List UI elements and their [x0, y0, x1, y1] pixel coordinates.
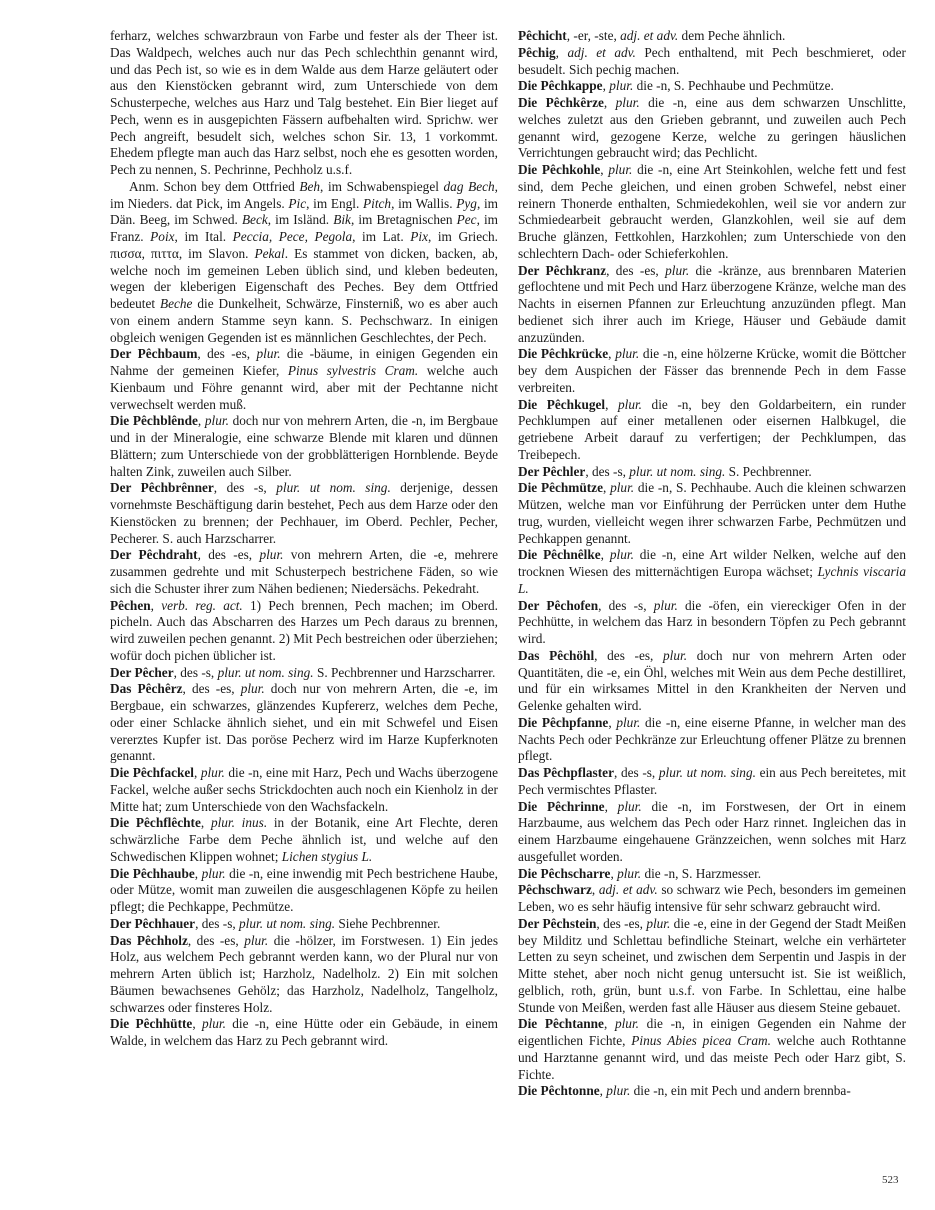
- italic-text: plur. ut nom. sing.: [239, 915, 336, 931]
- left-column: [110, 28, 498, 1050]
- entry-text: ,: [608, 714, 617, 730]
- entry-pechdraht: [110, 547, 498, 597]
- entry-text: , im Ital.: [174, 229, 233, 244]
- italic-text: Pinus sylvestris Cram.: [287, 363, 419, 378]
- italic-text: Pekal: [254, 245, 285, 261]
- page-number: 523: [882, 1174, 899, 1186]
- entry-text: ,: [603, 95, 616, 110]
- entry-pechhaube: [110, 866, 498, 916]
- entry-pechscharre: [518, 866, 906, 883]
- entry-text: die -n, S. Pechhaube und Pechmütze.: [633, 78, 834, 94]
- entry-text: ,: [192, 1016, 202, 1032]
- entry-text: , im Wallis.: [391, 195, 457, 211]
- entry-text: ,: [591, 882, 599, 898]
- entry-text: , im Dän. Beeg, im Schwed.: [110, 195, 499, 228]
- headword: Die Pêchpfanne: [518, 714, 609, 730]
- entry-text: von mehrern Arten, die -e, mehrere zusammen gedrehte und mit Schusterpech bestrichene Fäden, so wie sich die Schuster ihrer zum Nähen bedienen; Niedersächs. Pekedraht.: [110, 547, 498, 596]
- italic-text: plur.: [617, 865, 642, 881]
- italic-text: plur.: [609, 547, 634, 563]
- entry-pechofen: [518, 598, 906, 648]
- headword: Der Pêchbrênner: [110, 480, 214, 496]
- entry-text: , des -es,: [596, 915, 647, 931]
- headword: Die Pêchtonne: [518, 1083, 600, 1099]
- entry-pechhauer: [110, 916, 498, 933]
- entry-text: Anm. Schon bey dem Ottfried: [129, 178, 300, 194]
- italic-text: plur.: [204, 413, 229, 429]
- entry-text: die -n, eine aus dem schwarzen Unschlitte, welches zuletzt aus den Grieben gebrannt, und zuweilen auch Pech genannt wird, gezogene Kerze, welche zu geringen häuslichen Verrichtungen gebraucht wird; das Pechlicht.: [518, 95, 906, 161]
- italic-text: plur. ut nom. sing.: [276, 480, 391, 496]
- entry-text: ,: [197, 413, 205, 429]
- entry-text: die -n, bey den Goldarbeitern, ein runder Pechklumpen auf einer metallenen oder eisernen Halbkugel, die getriebene Arbeit darauf zu verfertigen; der Pechklumpen, das Treibepech.: [518, 396, 906, 462]
- entry-text: die -n, eine Art Steinkohlen, welche fett und fest sind, dem Peche gleichen, und einen groben Schwefel, nebst einer reinern Thonerde enthalten, Schmiedekohlen, weil sie vor andern zur Schmiedearbeit gebraucht werden, Glanzkohlen, weil sie auf dem Bruche glänzen, Fettkohlen, Harzkohlen; zum Unterschiede von den schlechtern Dach- oder Schieferkohlen.: [518, 162, 906, 261]
- entry-text: , des -es,: [594, 647, 664, 663]
- entry-text: die -hölzer, im Forstwesen. 1) Ein jedes Holz, aus welchem Pech gebrannt werden kann, wo der Plural nur von mehrern Arten üblich ist; Harzholz, Nadelholz. 2) Ein mit solchen Bäumen bewachsenes Gehölz; das Harzholz, Nadelholz, Tangelholz, schwarzes oder finsteres Holz.: [110, 932, 499, 1015]
- italic-text: plur.: [201, 865, 226, 881]
- headword: Die Pêchscharre: [518, 865, 611, 881]
- entry-pechpflaster: [518, 765, 906, 799]
- entry-text: die -n, eine eiserne Pfanne, in welcher man des Nachts Pech oder Pechkränze zur Erleuchtung offener Plätze zu brennen pflegt.: [518, 714, 906, 764]
- entry-text: die -n, S. Harzmesser.: [641, 865, 762, 881]
- entry-text: ,: [200, 815, 211, 831]
- italic-text: Lichen stygius L.: [281, 848, 373, 864]
- entry-text: , des -es,: [197, 346, 257, 362]
- entry-text: die -öfen, ein viereckiger Ofen in der Pechhütte, in welchem das Harz in besondern Töpfen zu Pech gebrannt wird.: [518, 597, 906, 646]
- entry-text: ,: [603, 1016, 615, 1032]
- italic-text: adj. et adv.: [567, 44, 636, 60]
- italic-text: plur.: [606, 1083, 631, 1099]
- entry-pechkappe: [518, 78, 906, 95]
- entry-text: , des -s,: [213, 480, 277, 496]
- entry-pechfackel: [110, 765, 498, 815]
- italic-text: plur.: [240, 681, 265, 697]
- entry-ferharz: [110, 28, 498, 179]
- entry-text: , im Griech. πισσα, πιττα, im Slavon.: [110, 229, 498, 261]
- italic-text: plur.: [615, 95, 640, 110]
- entry-text: , im Isländ.: [267, 212, 334, 228]
- right-column: [518, 28, 906, 1100]
- italic-text: Peccia, Pece, Pegola: [232, 229, 353, 244]
- italic-text: plur.: [617, 396, 643, 412]
- entry-pechflechte: [110, 815, 498, 865]
- entry-text: , im Bretagnischen: [350, 212, 457, 228]
- entry-text: die -kränze, aus brennbaren Materien geflochtene und mit Pech und Harz überzogene Kränze, welche man des Nachts in eisernen Pfannen zur Erleuchtung anzuzünden pflegt. Man bedienet sich ihrer auch im Kriege, Häuser und Gebäude damit anzuzünden.: [518, 262, 906, 345]
- entry-text: , im Schwabenspiegel: [320, 178, 444, 194]
- italic-text: plur.: [653, 597, 678, 613]
- entry-pechblende: [110, 413, 498, 480]
- headword: Die Pêchkugel: [518, 396, 606, 412]
- italic-text: plur.: [609, 78, 634, 94]
- headword: Das Pêchholz: [110, 932, 188, 948]
- italic-text: Bik: [333, 212, 351, 228]
- headword: Die Pêchkêrze: [518, 95, 604, 110]
- headword: Die Pêchkappe: [518, 78, 603, 94]
- headword: Die Pêchfackel: [110, 765, 194, 780]
- headword: Pêchicht: [518, 28, 567, 43]
- entry-anm: [110, 179, 498, 347]
- italic-text: Pec: [456, 212, 477, 228]
- entry-text: ,: [602, 78, 610, 94]
- entry-text: ,: [600, 547, 610, 563]
- entry-text: , des -s,: [598, 597, 654, 613]
- entry-text: ,: [605, 396, 618, 412]
- entry-text: die -n, eine hölzerne Krücke, womit die Böttcher bey dem Auspichen der Fässer das brennende Pech in dem Fasse verbreiten.: [518, 346, 906, 395]
- entry-pecherz: [110, 681, 498, 765]
- entry-text: ferharz, welches schwarzbraun von Farbe und fester als der Theer ist. Das Waldpech, welches auch nur das Pech schlechthin genannt wird, und das Pech ist, so wie es in dem Walde aus dem Harze geläutert oder aus den Kienstöcken gebrannt wird, zum Unterschiede von dem Schusterpeche, welches aus Harz und Talg bestehet. Ein Bier lieget auf Pech, wenn es in ausgepichten Fässern aufbehalten wird. Sprichw. wer Pech angreift, besudelt sich, welches schon Sir. 13, 1 vorkommt. Ehedem pflegte man auch das Harz selbst, noch ehe es gesotten worden, Pech zu nennen, S. Pechrinne, Pechholz u.s.f.: [110, 28, 498, 177]
- entry-text: die -n, im Forstwesen, der Ort in einem Harzbaume, aus welchem das Pech oder Harz rinnet. Ingleichen das in einem Harzbaume eingehauene Gränzzeichen, wenn solches mit Harz ausgefullet worden.: [518, 798, 906, 864]
- entry-text: , des -s,: [173, 664, 218, 680]
- headword: Das Pêchöhl: [518, 647, 595, 663]
- entry-text: derjenige, dessen vornehmste Beschäftigung darin bestehet, Pech aus dem Harze oder den Kienstöcken zu brennen; der Pechhauer, im Oberd. Pechler, Pecher, Pecherer. S. auch Harzscharrer.: [110, 480, 499, 546]
- entry-pechholz: [110, 933, 498, 1017]
- italic-text: Lychnis viscaria L.: [518, 564, 906, 596]
- entry-text: Siehe Pechbrenner.: [335, 915, 441, 931]
- entry-pechkohle: [518, 162, 906, 263]
- italic-text: plur.: [259, 547, 284, 563]
- headword: Der Pêchstein: [518, 915, 597, 931]
- headword: Pêchen: [110, 597, 151, 613]
- italic-text: plur.: [201, 1016, 226, 1032]
- entry-text: doch nur von mehrern Arten, die -n, im Bergbaue und in der Mineralogie, eine schwarze Blende mit klaren und dünnen Blättern; zum Unterschiede von der grobblätterigen Hornblende. Beyde halten Zink, zuweilen auch Silber.: [110, 413, 498, 479]
- italic-text: plur.: [608, 162, 633, 177]
- entry-text: so schwarz wie Pech, besonders im gemeinen Leben, wo es sehr häufig intensive für sehr schwarz gebraucht wird.: [518, 882, 906, 914]
- italic-text: Beck: [241, 212, 268, 228]
- italic-text: plur. ut nom. sing.: [217, 664, 314, 680]
- entry-text: ,: [194, 765, 201, 780]
- entry-pecher: [110, 665, 498, 682]
- entry-text: die -n, eine Art wilder Nelken, welche auf den trocknen Wiesen des mitternächtigen Europa wächset;: [518, 547, 906, 579]
- entry-pechler: [518, 464, 906, 481]
- entry-text: 1) Pech brennen, Pech machen; im Oberd. picheln. Auch das Abscharren des Harzes um Pech daraus zu brennen, wird zuweilen pechen genannt. 2) Mit Pech bestreichen oder überziehen; wofür doch pichen üblicher ist.: [110, 597, 498, 663]
- italic-text: Pyg: [456, 195, 477, 211]
- entry-text: die -n, eine inwendig mit Pech bestrichene Haube, oder Mütze, womit man zuweilen die ausgeschlagenen Köpfe zu heilen pflegt; die Pechkappe, Pechmütze.: [110, 865, 498, 914]
- headword: Die Pêchblênde: [110, 413, 198, 429]
- headword: Der Pêchbaum: [110, 346, 198, 362]
- entry-text: welche auch Kienbaum und Föhre genannt wird, aber mit der Pechtanne nicht verwechselt werden muß.: [110, 363, 498, 412]
- entry-pechkugel: [518, 397, 906, 464]
- entry-pechicht: [518, 28, 906, 45]
- headword: Die Pêchkohle: [518, 162, 601, 177]
- headword: Der Pêchdraht: [110, 547, 198, 563]
- entry-text: die -n, eine mit Harz, Pech und Wachs überzogene Fackel, welche außer sechs Strickdochten auch noch ein Kienholz in der Mitte hat; zum Unterschiede von den Wachsfackeln.: [110, 765, 498, 814]
- entry-pechhuette: [110, 1016, 498, 1050]
- entry-text: die -bäume, in einigen Gegenden ein Nahme der gemeinen Kiefer,: [110, 346, 499, 378]
- entry-text: die -n, eine Hütte oder ein Gebäude, in einem Walde, in welchem das Harz zu Pech gebrannt wird.: [110, 1016, 498, 1048]
- italic-text: plur.: [646, 915, 671, 931]
- italic-text: plur.: [615, 346, 640, 362]
- headword: Der Pêchkranz: [518, 262, 607, 278]
- italic-text: Pinus Abies picea Cram.: [631, 1033, 771, 1048]
- headword: Die Pêchnêlke: [518, 547, 601, 563]
- italic-text: Pix: [410, 229, 428, 244]
- entry-text: , des -s,: [195, 915, 240, 931]
- entry-text: in der Botanik, eine Art Flechte, deren schwärzliche Farbe dem Peche ähnlich ist, und welche auf den Schwedischen Klippen wohnet;: [110, 815, 498, 864]
- italic-text: plur.: [256, 346, 281, 362]
- entry-text: ,: [599, 1083, 607, 1099]
- italic-text: verb. reg. act.: [161, 597, 243, 613]
- entry-pechschwarz: [518, 882, 906, 916]
- italic-text: plur. inus.: [210, 815, 268, 831]
- entry-text: welche auch Rothtanne und Harztanne genannt wird, und das meiste Pech oder Harz gibt, S. Fichte.: [518, 1033, 906, 1082]
- entry-text: , im Nieders. dat Pick, im Angels.: [110, 178, 498, 211]
- entry-text: , des -es,: [606, 262, 666, 278]
- entry-text: , des -es,: [187, 932, 245, 948]
- entry-pechstein: [518, 916, 906, 1017]
- headword: Der Pêcher: [110, 664, 174, 680]
- entry-text: ein aus Pech bereitetes, mit Pech vermischtes Pflaster.: [518, 765, 906, 797]
- entry-text: , im Lat.: [352, 229, 411, 244]
- entry-text: ,: [602, 480, 611, 496]
- entry-pechtanne: [518, 1016, 906, 1083]
- entry-pechnelke: [518, 547, 906, 597]
- italic-text: plur. ut nom. sing.: [629, 463, 726, 479]
- entry-text: , des -es,: [197, 547, 260, 563]
- headword: Der Pêchofen: [518, 597, 599, 613]
- italic-text: plur.: [200, 765, 225, 780]
- entry-text: ,: [555, 44, 568, 60]
- entry-text: die -n, ein mit Pech und andern brennba-: [630, 1083, 851, 1099]
- entry-pechkruecke: [518, 346, 906, 396]
- entry-text: , im Franz.: [110, 212, 499, 244]
- headword: Die Pêchkrücke: [518, 346, 609, 362]
- headword: Pêchschwarz: [518, 882, 592, 898]
- entry-text: , des -es,: [182, 681, 241, 697]
- italic-text: plur.: [244, 932, 269, 948]
- entry-text: ,: [600, 162, 609, 177]
- entry-text: die -n, in einigen Gegenden ein Nahme der eigentlichen Fichte,: [518, 1016, 906, 1048]
- entry-pechkranz: [518, 263, 906, 347]
- entry-text: S. Pechbrenner und Harzscharrer.: [313, 664, 496, 680]
- entry-text: , im Engl.: [306, 195, 364, 211]
- italic-text: plur.: [617, 798, 642, 814]
- headword: Das Pêchpflaster: [518, 765, 614, 780]
- entry-pechrinne: [518, 799, 906, 866]
- italic-text: dag Bech: [443, 178, 495, 194]
- italic-text: Beh: [299, 178, 321, 194]
- entry-text: S. Pechbrenner.: [725, 463, 812, 479]
- italic-text: plur.: [614, 1016, 639, 1032]
- headword: Das Pêchêrz: [110, 681, 183, 697]
- italic-text: plur.: [616, 714, 641, 730]
- entry-pechtonne: [518, 1083, 906, 1100]
- entry-text: ,: [194, 865, 202, 881]
- italic-text: Poix: [150, 229, 175, 244]
- entry-text: , -er, -ste,: [566, 28, 621, 43]
- headword: Pêchig: [518, 44, 556, 60]
- italic-text: Beche: [159, 296, 193, 311]
- italic-text: plur.: [610, 480, 635, 496]
- italic-text: adj. et adv.: [598, 882, 658, 898]
- headword: Die Pêchmütze: [518, 480, 603, 496]
- entry-text: die Dunkelheit, Schwärze, Finsterniß, wo es aber auch von einem andern Stamme seyn kann. S. Pechschwarz. In einigen obgleich wenigen Gegenden ist es männlichen Geschlechtes, der Pech.: [110, 296, 498, 345]
- italic-text: plur.: [665, 262, 690, 278]
- italic-text: Pic: [288, 195, 307, 211]
- entry-text: Pech enthaltend, mit Pech beschmieret, oder besudelt. Sich pechig machen.: [518, 44, 906, 77]
- entry-text: doch nur von mehrern Arten oder Quantitäten, die -e, ein Öhl, welches mit Wein aus dem Peche destilliret, und für ein wirksames Mittel in den Krankheiten der Nerven und Gelenke gehalten wird.: [518, 647, 906, 713]
- italic-text: adj. et adv.: [620, 28, 679, 43]
- entry-pechen: [110, 598, 498, 665]
- headword: Die Pêchhütte: [110, 1016, 193, 1032]
- entry-text: doch nur von mehrern Arten, die -e, im Bergbaue, ein schwarzes, glänzendes Kupfererz, welches dem Peche, oder einer Schlacke ähnlich siehet, und ein mit Schwefel und Eisen vererztes Kupfer ist. Das poröse Pecherz wird im Harze Kupferknoten genannt.: [110, 681, 499, 764]
- entry-text: die -e, eine in der Gegend der Stadt Meißen bey Milditz und Schlettau befindliche Steinart, welche ein verhärteter Letten zu seyn scheinet, und zwischen dem Serpentin und Jaspis in der Mitte stehet, aber noch nicht genug untersucht ist. Sie ist weißlich, gelblich, roth, grün, bunt u.s.f. von Farbe. In Schlettau, eine halbe Stunde von Meißen, werden fast alle Häuser aus diesem Steine gebauet.: [518, 915, 906, 1015]
- italic-text: Pitch: [363, 195, 392, 211]
- entry-pechig: [518, 45, 906, 79]
- entry-pechbaum: [110, 346, 498, 413]
- headword: Die Pêchtanne: [518, 1016, 604, 1032]
- headword: Der Pêchler: [518, 463, 586, 479]
- entry-text: dem Peche ähnlich.: [678, 28, 786, 43]
- entry-text: ,: [604, 798, 618, 814]
- entry-text: ,: [610, 865, 618, 881]
- entry-pechbrenner: [110, 480, 498, 547]
- headword: Die Pêchhaube: [110, 865, 195, 881]
- headword: Die Pêchrinne: [518, 798, 605, 814]
- entry-pechpfanne: [518, 715, 906, 765]
- entry-text: ,: [150, 597, 162, 613]
- italic-text: plur.: [663, 647, 688, 663]
- entry-pechmuetze: [518, 480, 906, 547]
- entry-text: die -n, S. Pechhaube. Auch die kleinen schwarzen Mützen, welche man vor Einführung der Perrücken unter dem Huthe trug, wurden, vielleicht wegen ihrer schwarzen Farbe, Pechmützen und Pechkappen genannt.: [518, 480, 906, 546]
- entry-text: ,: [608, 346, 616, 362]
- entry-pechoehl: [518, 648, 906, 715]
- entry-pechkerze: [518, 95, 906, 162]
- italic-text: plur. ut nom. sing.: [658, 765, 756, 780]
- entry-text: , des -s,: [585, 463, 630, 479]
- entry-text: . Es stammet von dicken, backen, ab, welche noch im gemeinen Leben üblich sind, und kleben bedeuten, wegen der kleberigen Eigenschaft des Peches. Bey dem Ottfried bedeutet: [110, 245, 498, 311]
- entry-text: , des -s,: [613, 765, 659, 780]
- headword: Die Pêchflêchte: [110, 815, 201, 831]
- headword: Der Pêchhauer: [110, 915, 196, 931]
